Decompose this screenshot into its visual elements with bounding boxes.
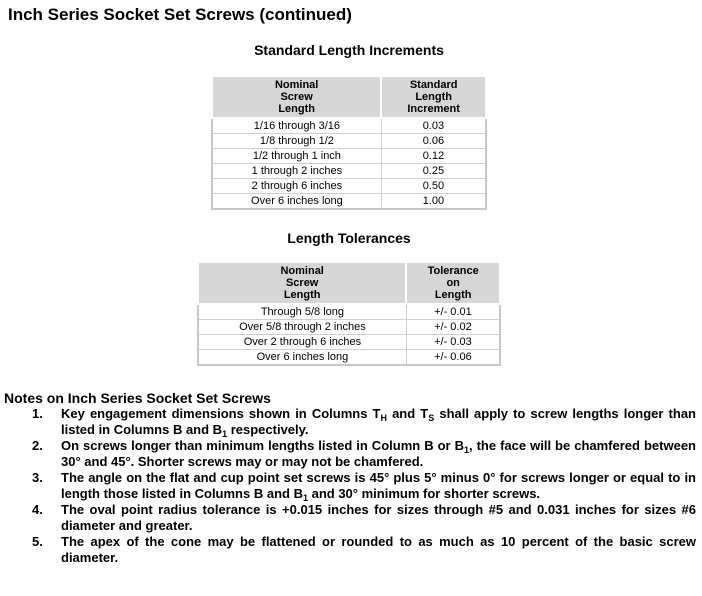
table-cell: 0.03 [381,118,486,134]
column-header-tolerance: Tolerance on Length [406,262,500,304]
column-header-nominal-length: Nominal Screw Length [212,76,381,118]
note-item [22,438,696,470]
note-text: The apex of the cone may be flattened or rounded to as much as 10 percent of the basic screw diameter. [61,534,696,565]
column-header-length-increment: Standard Length Increment [381,76,486,118]
length-tolerances-table [197,261,501,366]
table-cell: +/- 0.06 [406,350,500,366]
page-title: Inch Series Socket Set Screws (continued) [8,5,352,24]
table-header-row [198,262,500,304]
notes-heading: Notes on Inch Series Socket Set Screws [4,390,271,406]
notes-list [22,406,696,566]
table-row [212,134,486,149]
note-number: 2. [32,438,43,453]
table-cell: Over 6 inches long [198,350,406,366]
table-row [198,320,500,335]
table-row [198,335,500,350]
table-cell: 1.00 [381,194,486,210]
table-cell: Over 5/8 through 2 inches [198,320,406,335]
table-cell: +/- 0.03 [406,335,500,350]
table-cell: 1 through 2 inches [212,164,381,179]
note-item [22,470,696,502]
table-header-row [212,76,486,118]
note-number: 3. [32,470,43,485]
note-number: 4. [32,502,43,517]
table-cell: 0.50 [381,179,486,194]
note-number: 5. [32,534,43,549]
table-cell: 1/2 through 1 inch [212,149,381,164]
table-cell: 1/16 through 3/16 [212,118,381,134]
table-cell: 0.06 [381,134,486,149]
table-row [212,118,486,134]
table-cell: 1/8 through 1/2 [212,134,381,149]
table-row [212,179,486,194]
table-row [212,164,486,179]
table-row [198,350,500,366]
column-header-nominal-length: Nominal Screw Length [198,262,406,304]
length-increments-table [211,75,487,210]
note-text: On screws longer than minimum lengths listed in Column B or $B_1$, the face will be chamfered between 30° and 45°. Shorter screws may or may not be chamfered. [61,438,696,469]
length-tolerances-title: Length Tolerances [287,230,411,246]
table-row [198,304,500,320]
table-row [212,194,486,210]
length-increments-title: Standard Length Increments [254,42,444,58]
table-cell: 0.12 [381,149,486,164]
note-item [22,406,696,438]
note-text: Key engagement dimensions shown in Columns $T_H$ and $T_S$ shall apply to screw lengths longer than listed in Columns B and $B_1$ respectively. [61,406,696,439]
note-text: The oval point radius tolerance is +0.015 inches for sizes through #5 and 0.031 inches for sizes #6 diameter and greater. [61,502,696,533]
note-item [22,502,696,534]
note-number: 1. [32,406,43,421]
table-cell: 0.25 [381,164,486,179]
table-cell: +/- 0.02 [406,320,500,335]
table-cell: Through 5/8 long [198,304,406,320]
table-cell: Over 2 through 6 inches [198,335,406,350]
table-cell: 2 through 6 inches [212,179,381,194]
table-cell: +/- 0.01 [406,304,500,320]
note-text: The angle on the flat and cup point set screws is 45° plus 5° minus 0° for screws longer or equal to in length those listed in Columns B and $B_1$ and 30° minimum for shorter screws. [61,470,696,503]
table-row [212,149,486,164]
note-item [22,534,696,566]
table-cell: Over 6 inches long [212,194,381,210]
